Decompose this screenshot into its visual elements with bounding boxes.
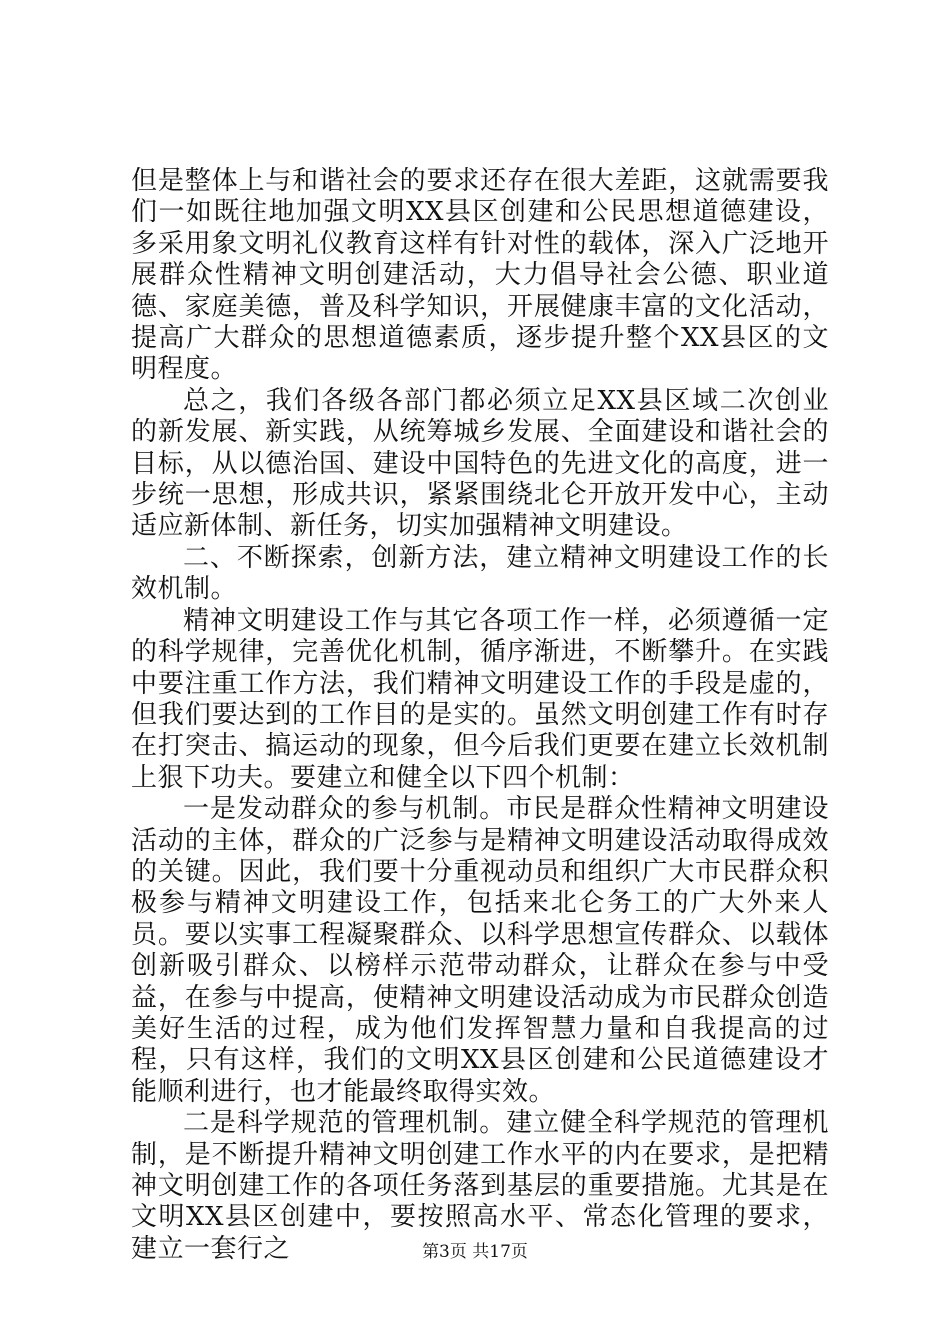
page-number-label: 第3页 共17页	[422, 1242, 528, 1262]
paragraph-mechanism-one: 一是发动群众的参与机制。市民是群众性精神文明建设活动的主体，群众的广泛参与是精神文明建设活动取得成效的关键。因此，我们要十分重视动员和组织广大市民群众积极参与精神文明建设工作，包括来北仑务工的广大外来人员。要以实事工程凝聚群众、以科学思想宣传群众、以载体创新吸引群众、以榜样示范带动群众，让群众在参与中受益，在参与中提高，使精神文明建设活动成为市民群众创造美好生活的过程，成为他们发挥智慧力量和自我提高的过程，只有这样，我们的文明XX县区创建和公民道德建设才能顺利进行，也才能最终取得实效。	[131, 794, 829, 1107]
paragraph-summary: 总之，我们各级各部门都必须立足XX县区域二次创业的新发展、新实践，从统筹城乡发展、全面建设和谐社会的目标，从以德治国、建设中国特色的先进文化的高度，进一步统一思想，形成共识，紧紧围绕北仑开放开发中心，主动适应新体制、新任务，切实加强精神文明建设。	[131, 385, 829, 542]
paragraph-continued: 但是整体上与和谐社会的要求还存在很大差距，这就需要我们一如既往地加强文明XX县区创建和公民思想道德建设，多采用象文明礼仪教育这样有针对性的载体，深入广泛地开展群众性精神文明创建活动，大力倡导社会公德、职业道德、家庭美德，普及科学知识，开展健康丰富的文化活动，提高广大群众的思想道德素质，逐步提升整个XX县区的文明程度。	[131, 166, 829, 385]
paragraph-mechanism-intro: 精神文明建设工作与其它各项工作一样，必须遵循一定的科学规律，完善优化机制，循序渐进，不断攀升。在实践中要注重工作方法，我们精神文明建设工作的手段是虚的，但我们要达到的工作目的是实的。虽然文明创建工作有时存在打突击、搞运动的现象，但今后我们更要在建立长效机制上狠下功夫。要建立和健全以下四个机制：	[131, 605, 829, 793]
document-body	[131, 166, 829, 1265]
page-footer	[0, 1241, 950, 1263]
paragraph-mechanism-two: 二是科学规范的管理机制。建立健全科学规范的管理机制，是不断提升精神文明创建工作水平的内在要求，是把精神文明创建工作的各项任务落到基层的重要措施。尤其是在文明XX县区创建中，要按照高水平、常态化管理的要求，建立一套行之	[131, 1108, 829, 1264]
section-heading-two: 二、不断探索，创新方法，建立精神文明建设工作的长效机制。	[131, 542, 829, 605]
